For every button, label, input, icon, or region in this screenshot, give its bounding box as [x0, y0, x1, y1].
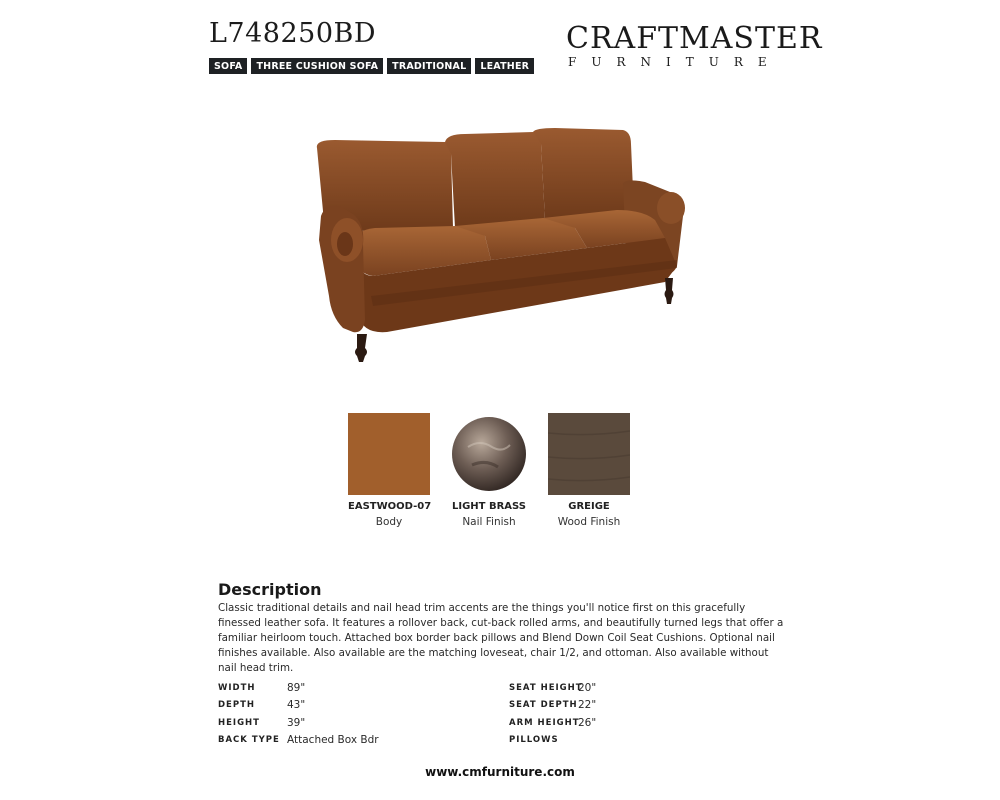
nail-head-icon	[448, 413, 530, 495]
spec-label: WIDTH	[218, 682, 256, 693]
swatch-body-image	[348, 413, 430, 495]
swatch-nail-finish[interactable]	[448, 413, 530, 528]
spec-value: 89"	[287, 681, 306, 694]
swatch-wood-finish[interactable]	[548, 413, 630, 528]
spec-label: HEIGHT	[218, 717, 260, 728]
swatch-nail-image	[448, 413, 530, 495]
description-heading: Description	[218, 580, 322, 599]
website-link[interactable]: www.cmfurniture.com	[425, 765, 575, 779]
spec-value: 22"	[578, 699, 597, 712]
swatch-wood-image	[548, 413, 630, 495]
specs-right-column	[509, 679, 596, 749]
product-tags	[209, 58, 534, 74]
leather-texture-icon	[348, 413, 430, 495]
spec-depth	[218, 697, 379, 715]
tag-leather[interactable]: LEATHER	[475, 58, 534, 74]
spec-height	[218, 714, 379, 732]
spec-value: Attached Box Bdr	[287, 734, 379, 747]
swatch-body-name: EASTWOOD-07	[348, 501, 432, 512]
spec-value: 20"	[578, 681, 597, 694]
spec-label: SEAT HEIGHT	[509, 682, 583, 693]
swatch-body[interactable]	[348, 413, 430, 528]
finish-swatches	[348, 413, 630, 528]
tag-traditional[interactable]: TRADITIONAL	[387, 58, 471, 74]
product-model-number: L748250BD	[209, 18, 376, 49]
brand-logo-name: CRAFTMASTER	[566, 21, 823, 56]
spec-back-type	[218, 732, 379, 750]
swatch-wood-name: GREIGE	[568, 501, 610, 512]
spec-label: PILLOWS	[509, 735, 559, 746]
tag-three-cushion-sofa[interactable]: THREE CUSHION SOFA	[251, 58, 383, 74]
spec-label: DEPTH	[218, 700, 256, 711]
sofa-image	[305, 120, 695, 370]
spec-seat-depth	[509, 697, 596, 715]
swatch-nail-type: Nail Finish	[462, 516, 516, 528]
wood-texture-icon	[548, 413, 630, 495]
brand-logo-subtitle: FURNITURE	[568, 55, 782, 69]
spec-value: 26"	[578, 716, 597, 729]
spec-value: 39"	[287, 716, 306, 729]
spec-width	[218, 679, 379, 697]
spec-label: ARM HEIGHT	[509, 717, 580, 728]
swatch-nail-name: LIGHT BRASS	[452, 501, 526, 512]
sofa-illustration	[305, 120, 695, 370]
spec-arm-height	[509, 714, 596, 732]
spec-label: BACK TYPE	[218, 735, 280, 746]
spec-label: SEAT DEPTH	[509, 700, 578, 711]
spec-pillows	[509, 732, 596, 750]
tag-sofa[interactable]: SOFA	[209, 58, 247, 74]
swatch-body-type: Body	[375, 516, 403, 528]
brand-logo	[566, 21, 823, 69]
swatch-wood-type: Wood Finish	[557, 516, 621, 528]
spec-value: 43"	[287, 699, 306, 712]
spec-seat-height	[509, 679, 596, 697]
description-text: Classic traditional details and nail head trim accents are the things you'll notice first on this gracefully finessed leather sofa. It features a rollover back, cut-back rolled arms, and beautifully turned legs that offer a familiar heirloom touch. Attached box border back pillows and Blend Down Coil Seat Cushions. Optional nail finishes available. Also available are the matching loveseat, chair 1/2, and ottoman. Also available without nail head trim.	[218, 602, 784, 674]
specs-left-column	[218, 679, 379, 749]
